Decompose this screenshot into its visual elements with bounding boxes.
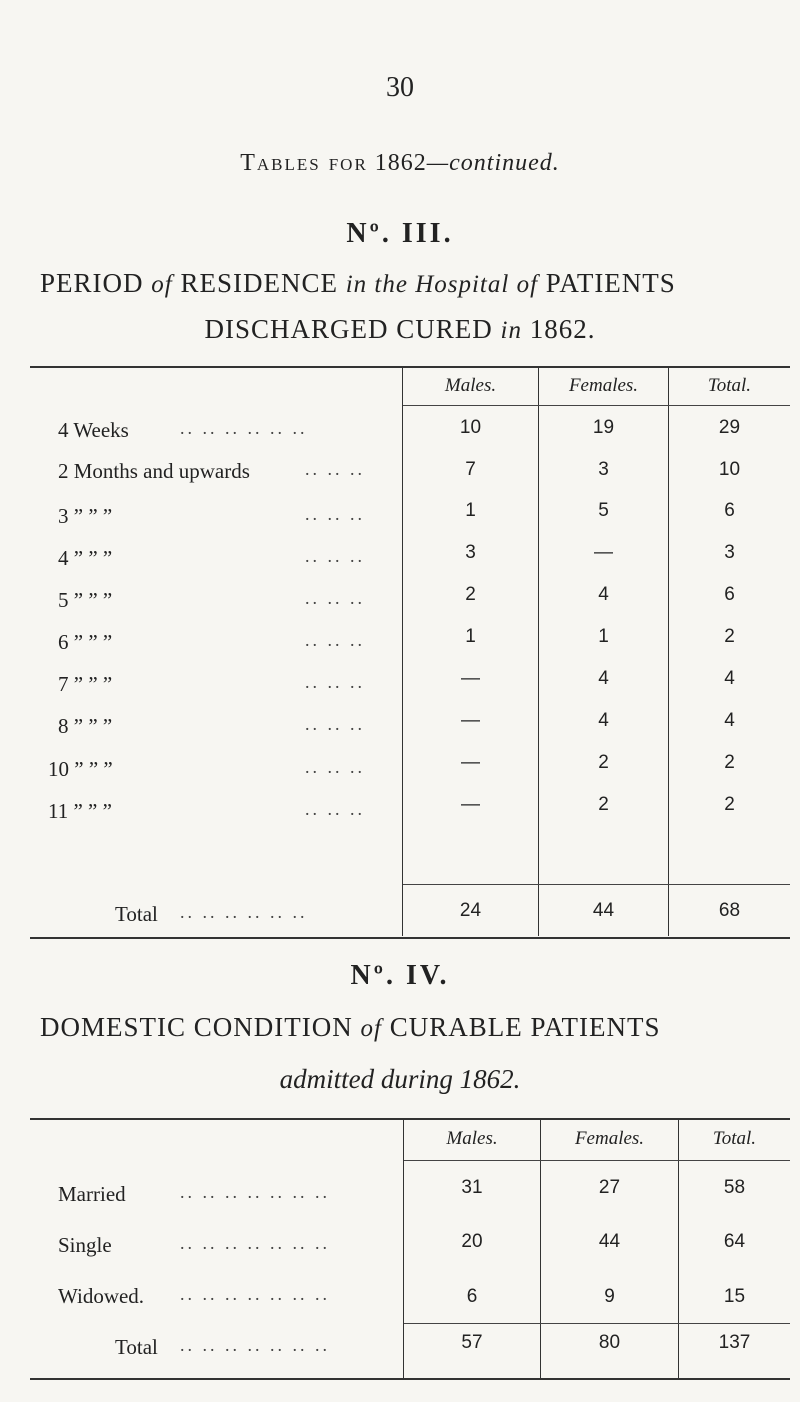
- table4-cell-total: 15: [723, 1286, 746, 1307]
- table4-row-label: Widowed.: [58, 1284, 145, 1308]
- table3-cell-total: 4: [724, 710, 735, 731]
- table3-cell-females: 3: [598, 459, 609, 480]
- table3-title-residence: RESIDENCE: [180, 268, 338, 298]
- table3-cell-males: 1: [465, 500, 476, 521]
- table3-cell-females: 2: [598, 752, 609, 773]
- table3-divider-1: [402, 368, 403, 936]
- leader-dots: .. .. .. .. .. .. ..: [180, 1182, 330, 1202]
- table3-row-label: 4 Weeks: [58, 418, 129, 442]
- table3-title-year: 1862.: [529, 314, 596, 344]
- table4-cell-females: 9: [604, 1286, 615, 1307]
- table4-bottom-rule: [30, 1378, 790, 1380]
- table4-cell-females: 27: [598, 1177, 621, 1198]
- leader-dots: .. .. .. .. .. ..: [180, 902, 308, 922]
- table4-col-females: Females.: [574, 1128, 645, 1149]
- page-number: 30: [386, 72, 414, 103]
- table3-title-period: PERIOD: [40, 268, 144, 298]
- table3-col-females: Females.: [568, 375, 639, 396]
- leader-dots: .. .. .. .. .. .. ..: [180, 1284, 330, 1304]
- table4-col-males: Males.: [446, 1128, 498, 1149]
- table3-divider-3: [668, 368, 669, 936]
- table3-row-label: 10 ” ” ”: [48, 757, 113, 781]
- table4-title-line2: admitted during 1862.: [279, 1064, 521, 1094]
- table4-title-of: of: [360, 1015, 382, 1042]
- table4-cell-males: 31: [461, 1177, 483, 1198]
- running-head-suffix: —continued.: [426, 150, 560, 176]
- table3-title-patients: PATIENTS: [545, 268, 676, 298]
- table3-cell-total: 4: [724, 668, 735, 689]
- leader-dots: .. .. ..: [305, 757, 365, 777]
- table3-number: Nº. III.: [346, 218, 454, 249]
- table3-cell-males: 2: [465, 584, 476, 605]
- table4-title-line1: [40, 1012, 800, 1043]
- leader-dots: .. .. ..: [305, 672, 365, 692]
- table3-cell-total: 2: [724, 752, 735, 773]
- table3-cell-males: 3: [465, 542, 476, 563]
- running-head: [0, 150, 800, 177]
- table4-cell-males: 20: [461, 1231, 483, 1252]
- table4-total-total: 137: [718, 1332, 751, 1353]
- table4-cell-total: 58: [723, 1177, 746, 1198]
- table3-title-in-hospital: in the Hospital of: [345, 271, 539, 298]
- leader-dots: .. .. ..: [305, 799, 365, 819]
- leader-dots: .. .. ..: [305, 630, 365, 650]
- table3-total-females: 44: [592, 900, 615, 921]
- leader-dots: .. .. ..: [305, 504, 365, 524]
- table3-row-label: 5 ” ” ”: [58, 588, 113, 612]
- table3-row-label: 6 ” ” ”: [58, 630, 113, 654]
- table4-row-label: Married: [58, 1182, 126, 1206]
- table3-bottom-rule: [30, 937, 790, 939]
- table3-cell-males: 7: [465, 459, 476, 480]
- table4-total-rule: [404, 1323, 790, 1324]
- table3-cell-males: 10: [459, 417, 482, 438]
- table3-cell-total: 2: [724, 626, 735, 647]
- table3-header-rule: [403, 405, 790, 406]
- leader-dots: .. .. .. .. .. ..: [180, 418, 308, 438]
- table3-cell-total: 6: [724, 584, 735, 605]
- running-head-caps: Tables for: [240, 150, 368, 176]
- table4-col-total: Total.: [712, 1128, 757, 1149]
- table3-cell-females: 2: [598, 794, 609, 815]
- table3-cell-females: 4: [598, 584, 609, 605]
- table3-cell-females: 5: [598, 500, 609, 521]
- leader-dots: .. .. ..: [305, 459, 365, 479]
- table3-total-total: 68: [718, 900, 741, 921]
- leader-dots: .. .. .. .. .. .. ..: [180, 1233, 330, 1253]
- table3-row-label: 7 ” ” ”: [58, 672, 113, 696]
- table4-header-rule: [404, 1160, 790, 1161]
- table4-title-patients: CURABLE PATIENTS: [389, 1012, 661, 1042]
- table3-cell-females: —: [594, 542, 613, 563]
- table3-row-label: 3 ” ” ”: [58, 504, 113, 528]
- table3-divider-2: [538, 368, 539, 936]
- table3-top-rule: [30, 366, 790, 368]
- table3-cell-total: 6: [724, 500, 735, 521]
- table3-title-in: in: [500, 317, 522, 344]
- table3-cell-males: —: [461, 794, 480, 815]
- table4-cell-total: 64: [723, 1231, 746, 1252]
- table3-cell-males: —: [461, 752, 480, 773]
- table3-row-label: 2 Months and upwards: [58, 459, 250, 483]
- running-head-year: 1862: [374, 150, 427, 176]
- table3-cell-total: 3: [724, 542, 735, 563]
- table4-row-label: Single: [58, 1233, 112, 1257]
- table3-cell-total: 29: [718, 417, 741, 438]
- table3-total-label: Total: [115, 902, 158, 926]
- table3-title-of: of: [151, 271, 173, 298]
- table4-cell-females: 44: [598, 1231, 621, 1252]
- leader-dots: .. .. .. .. .. .. ..: [180, 1335, 330, 1355]
- table3-total-males: 24: [459, 900, 482, 921]
- table3-col-total: Total.: [707, 375, 752, 396]
- table3-title-discharged: DISCHARGED CURED: [204, 314, 493, 344]
- table4-total-label: Total: [115, 1335, 158, 1359]
- leader-dots: .. .. ..: [305, 714, 365, 734]
- table3-total-rule: [403, 884, 790, 885]
- table3-title-line1: [40, 268, 800, 299]
- table3-cell-males: —: [461, 710, 480, 731]
- table3-row-label: 4 ” ” ”: [58, 546, 113, 570]
- table3-cell-males: —: [461, 668, 480, 689]
- leader-dots: .. .. ..: [305, 588, 365, 608]
- table4-title-domestic: DOMESTIC CONDITION: [40, 1012, 353, 1042]
- table3-title-line2: [0, 314, 800, 345]
- table3-cell-males: 1: [465, 626, 476, 647]
- table4-total-males: 57: [461, 1332, 483, 1353]
- table4-number: Nº. IV.: [350, 960, 450, 991]
- table3-row-label: 8 ” ” ”: [58, 714, 113, 738]
- table3-col-males: Males.: [444, 375, 497, 396]
- table4-cell-males: 6: [466, 1286, 478, 1307]
- table3-cell-females: 4: [598, 668, 609, 689]
- table3-cell-total: 10: [718, 459, 741, 480]
- table3-cell-females: 1: [598, 626, 609, 647]
- table3-cell-total: 2: [724, 794, 735, 815]
- table3-row-label: 11 ” ” ”: [48, 799, 112, 823]
- table3-cell-females: 4: [598, 710, 609, 731]
- table4-top-rule: [30, 1118, 790, 1120]
- table3-cell-females: 19: [592, 417, 615, 438]
- leader-dots: .. .. ..: [305, 546, 365, 566]
- table4-total-females: 80: [598, 1332, 621, 1353]
